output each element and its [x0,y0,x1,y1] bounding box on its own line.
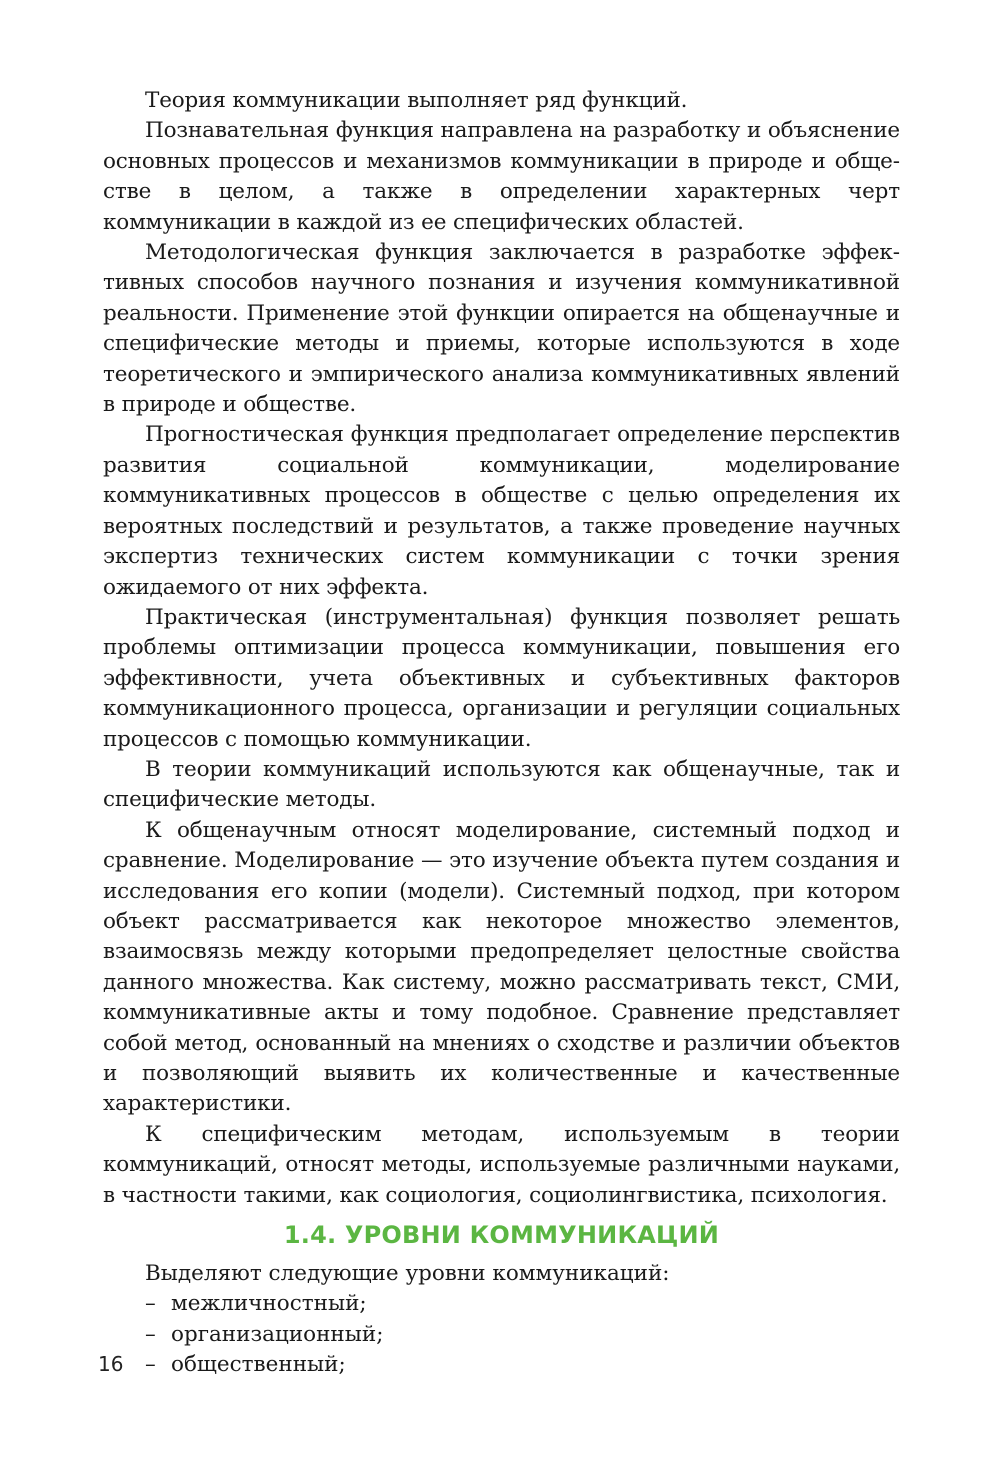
levels-intro: Выделяют следующие уровни коммуникаций: [145,1261,670,1287]
list-item-text: межличностный; [171,1291,367,1317]
paragraph-specific-methods: К специфическим методам, используемым в теории коммуникаций, относят методы, используемые различными науками, в частности такими, как социология, социолингвистика, психология. [103,1121,900,1208]
page-body [103,86,900,1381]
paragraph-methods-intro: В теории коммуникаций используются как общенаучные, так и специфические методы. [103,756,900,813]
list-dash: – [145,1352,156,1378]
list-item [145,1320,900,1350]
paragraph-prognostic-function: Прогностическая функция предполагает определение перспектив развития социальной коммуникации, моделирование коммуникативных процессов в обществе с целью определения их вероятных последствий и результатов, а также проведение научных экспертиз технических систем коммуникации с точки зрения ожидаемого от них эффекта. [103,422,900,600]
list-dash: – [145,1321,156,1347]
list-item [145,1350,900,1380]
list-item-text: общественный; [171,1352,346,1378]
levels-list [103,1289,900,1380]
list-dash: – [145,1291,156,1317]
paragraph-cognitive-function: Познавательная функция направлена на разработку и объяснение основных процессов и механизмов коммуникации в природе и обществе в целом, а также в определении характерных черт коммуникации в каждой из ее специфических областей. [103,118,900,235]
paragraph-general-methods: К общенаучным относят моделирование, системный подход и сравнение. Моделирование — это изучение объекта путем создания и исследования его копии (модели). Системный подход, при котором объект рассматривается как некоторое множество элементов, взаимосвязь между которыми предопределяет целостные свойства данного множества. Как систему, можно рассматривать текст, СМИ, коммуникативные акты и тому подобное. Сравнение представляет собой метод, основанный на мнениях о сходстве и различии объектов и позволяющий выявить их количественные и качественные характеристики. [103,817,900,1117]
paragraph-functions-intro: Теория коммуникации выполняет ряд функций. [145,88,688,113]
paragraph-methodological-function: Методологическая функция заключается в разработке эффективных способов научного познания и изучения коммуникативной реальности. Применение этой функции опирается на общенаучные и специфические методы и приемы, которые используются в ходе теоретического и эмпирического анализа коммуникативных явлений в природе и обществе. [103,240,900,418]
list-item-text: организационный; [171,1321,384,1347]
list-item [145,1289,900,1319]
paragraph-practical-function: Практическая (инструментальная) функция позволяет решать проблемы оптимизации процесса коммуникации, повышения его эффективности, учета объективных и субъективных факторов коммуникационного процесса, организации и регуляции социальных процессов с помощью коммуникации. [103,604,900,752]
section-heading: 1.4. УРОВНИ КОММУНИКАЦИЙ [283,1221,720,1250]
page-number: 16 [98,1352,124,1376]
